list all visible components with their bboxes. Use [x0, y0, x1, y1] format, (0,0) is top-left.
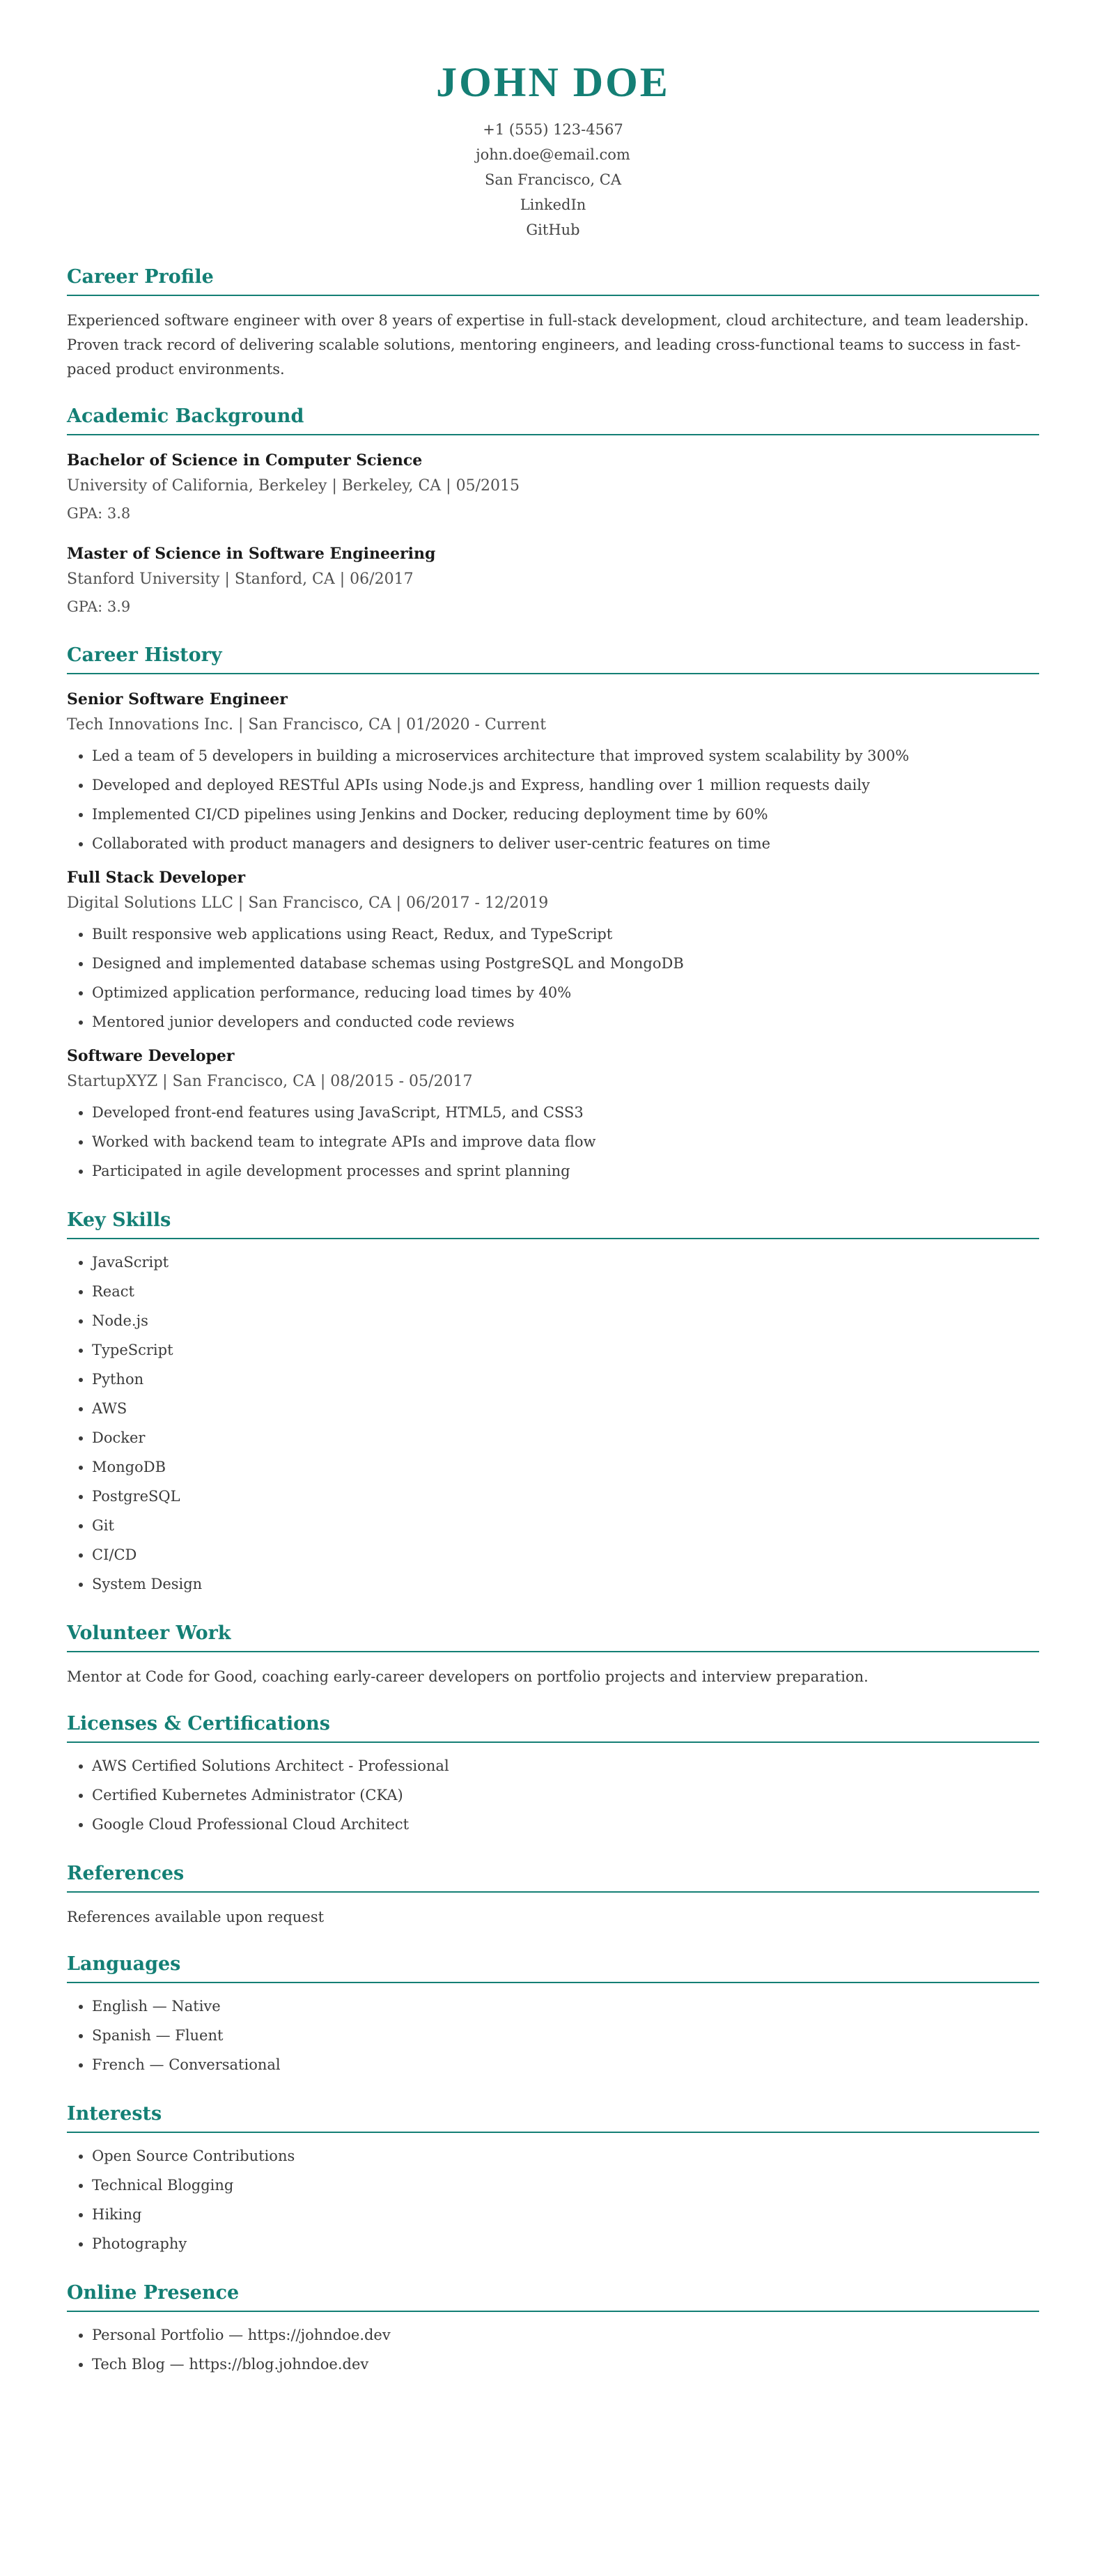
skills-list	[67, 1248, 1039, 1599]
list-item: • Optimized application performance, reducing load times by 40%	[92, 978, 1039, 1007]
list-item: • React	[92, 1277, 1039, 1306]
academic-background-section	[67, 405, 1039, 621]
list-item: • Python	[92, 1365, 1039, 1394]
list-item: • Photography	[92, 2229, 1039, 2258]
profile-summary: Experienced software engineer with over 8 years of expertise in full-stack development, cloud architecture, and team leadership. Proven track record of delivering scalable solutions, mentoring engineers, and leading cross-functional teams to success in fast-paced product environments.	[67, 312, 1029, 378]
portfolio-link[interactable]: • Personal Portfolio — https://johndoe.dev	[92, 2320, 1039, 2350]
list-item: • Spanish — Fluent	[92, 2021, 1039, 2050]
career-profile-section	[67, 266, 1039, 382]
list-item: • Built responsive web applications using React, Redux, and TypeScript	[92, 920, 1039, 949]
section-title: Key Skills	[67, 1209, 1039, 1239]
location: San Francisco, CA	[484, 171, 621, 188]
degree-title: Bachelor of Science in Computer Science	[67, 451, 423, 470]
volunteer-description: Mentor at Code for Good, coaching early-career developers on portfolio projects and interview preparation.	[67, 1668, 869, 1685]
list-item: • Google Cloud Professional Cloud Architect	[92, 1810, 1039, 1839]
list-item: • Worked with backend team to integrate APIs and improve data flow	[92, 1127, 1039, 1156]
email-address: john.doe@email.com	[476, 146, 630, 163]
list-item: • Developed front-end features using JavaScript, HTML5, and CSS3	[92, 1098, 1039, 1127]
list-item: • Node.js	[92, 1306, 1039, 1335]
list-item: • Implemented CI/CD pipelines using Jenkins and Docker, reducing deployment time by 60%	[92, 800, 1039, 829]
list-item: • Developed and deployed RESTful APIs using Node.js and Express, handling over 1 million requests daily	[92, 770, 1039, 800]
job-details: StartupXYZ | San Francisco, CA | 08/2015 - 05/2017	[67, 1073, 473, 1090]
languages-list	[67, 1992, 1039, 2079]
volunteer-work-section	[67, 1622, 1039, 1689]
interests-section	[67, 2103, 1039, 2258]
job-entry	[67, 1043, 1039, 1186]
section-title: References	[67, 1863, 1039, 1893]
list-item: • Designed and implemented database schemas using PostgreSQL and MongoDB	[92, 949, 1039, 978]
gpa: GPA: 3.8	[67, 505, 131, 522]
list-item: • MongoDB	[92, 1452, 1039, 1482]
list-item: • Docker	[92, 1423, 1039, 1452]
degree-title: Master of Science in Software Engineering	[67, 545, 436, 563]
list-item: • French — Conversational	[92, 2050, 1039, 2079]
section-title: Interests	[67, 2103, 1039, 2133]
references-note: References available upon request	[67, 1909, 325, 1925]
education-entry	[67, 541, 1039, 621]
online-presence-section	[67, 2282, 1039, 2379]
linkedin-link[interactable]: LinkedIn	[520, 196, 586, 213]
list-item: • TypeScript	[92, 1335, 1039, 1365]
section-title: Career Profile	[67, 266, 1039, 296]
list-item: • Git	[92, 1511, 1039, 1540]
job-details: Digital Solutions LLC | San Francisco, CA | 06/2017 - 12/2019	[67, 894, 549, 912]
list-item: • Led a team of 5 developers in building a microservices architecture that improved system scalability by 300%	[92, 741, 1039, 770]
list-item: • Hiking	[92, 2200, 1039, 2229]
github-link[interactable]: GitHub	[526, 222, 580, 238]
section-title: Online Presence	[67, 2282, 1039, 2312]
section-title: Languages	[67, 1953, 1039, 1983]
list-item: • Participated in agile development processes and sprint planning	[92, 1156, 1039, 1186]
job-title: Senior Software Engineer	[67, 690, 288, 708]
job-achievements	[67, 741, 1039, 858]
blog-link[interactable]: • Tech Blog — https://blog.johndoe.dev	[92, 2350, 1039, 2379]
languages-section	[67, 1953, 1039, 2079]
school-details: Stanford University | Stanford, CA | 06/2017	[67, 571, 414, 588]
list-item: • Open Source Contributions	[92, 2141, 1039, 2171]
job-title: Full Stack Developer	[67, 869, 246, 887]
job-achievements	[67, 920, 1039, 1037]
list-item: • Collaborated with product managers and designers to deliver user-centric features on time	[92, 829, 1039, 858]
list-item: • System Design	[92, 1569, 1039, 1599]
gpa: GPA: 3.9	[67, 598, 131, 615]
job-entry	[67, 687, 1039, 858]
list-item: • English — Native	[92, 1992, 1039, 2021]
section-title: Academic Background	[67, 405, 1039, 435]
section-title: Career History	[67, 644, 1039, 674]
interests-list	[67, 2141, 1039, 2258]
list-item: • JavaScript	[92, 1248, 1039, 1277]
certifications-list	[67, 1751, 1039, 1839]
certifications-section	[67, 1713, 1039, 1839]
resume-page	[67, 0, 1039, 2379]
job-entry	[67, 865, 1039, 1037]
online-presence-list	[67, 2320, 1039, 2379]
contact-info	[67, 117, 1039, 242]
resume-header	[67, 57, 1039, 242]
education-entry	[67, 448, 1039, 527]
list-item: • Technical Blogging	[92, 2171, 1039, 2200]
list-item: • PostgreSQL	[92, 1482, 1039, 1511]
section-title: Licenses & Certifications	[67, 1713, 1039, 1743]
phone-number: +1 (555) 123-4567	[483, 121, 623, 138]
list-item: • Mentored junior developers and conducted code reviews	[92, 1007, 1039, 1037]
references-section	[67, 1863, 1039, 1930]
key-skills-section	[67, 1209, 1039, 1599]
job-title: Software Developer	[67, 1047, 235, 1065]
school-details: University of California, Berkeley | Berkeley, CA | 05/2015	[67, 477, 520, 495]
list-item: • Certified Kubernetes Administrator (CKA)	[92, 1780, 1039, 1810]
job-details: Tech Innovations Inc. | San Francisco, CA | 01/2020 - Current	[67, 716, 547, 734]
list-item: • CI/CD	[92, 1540, 1039, 1569]
list-item: • AWS Certified Solutions Architect - Professional	[92, 1751, 1039, 1780]
list-item: • AWS	[92, 1394, 1039, 1423]
section-title: Volunteer Work	[67, 1622, 1039, 1652]
career-history-section	[67, 644, 1039, 1186]
job-achievements	[67, 1098, 1039, 1186]
candidate-name: JOHN DOE	[436, 59, 670, 105]
